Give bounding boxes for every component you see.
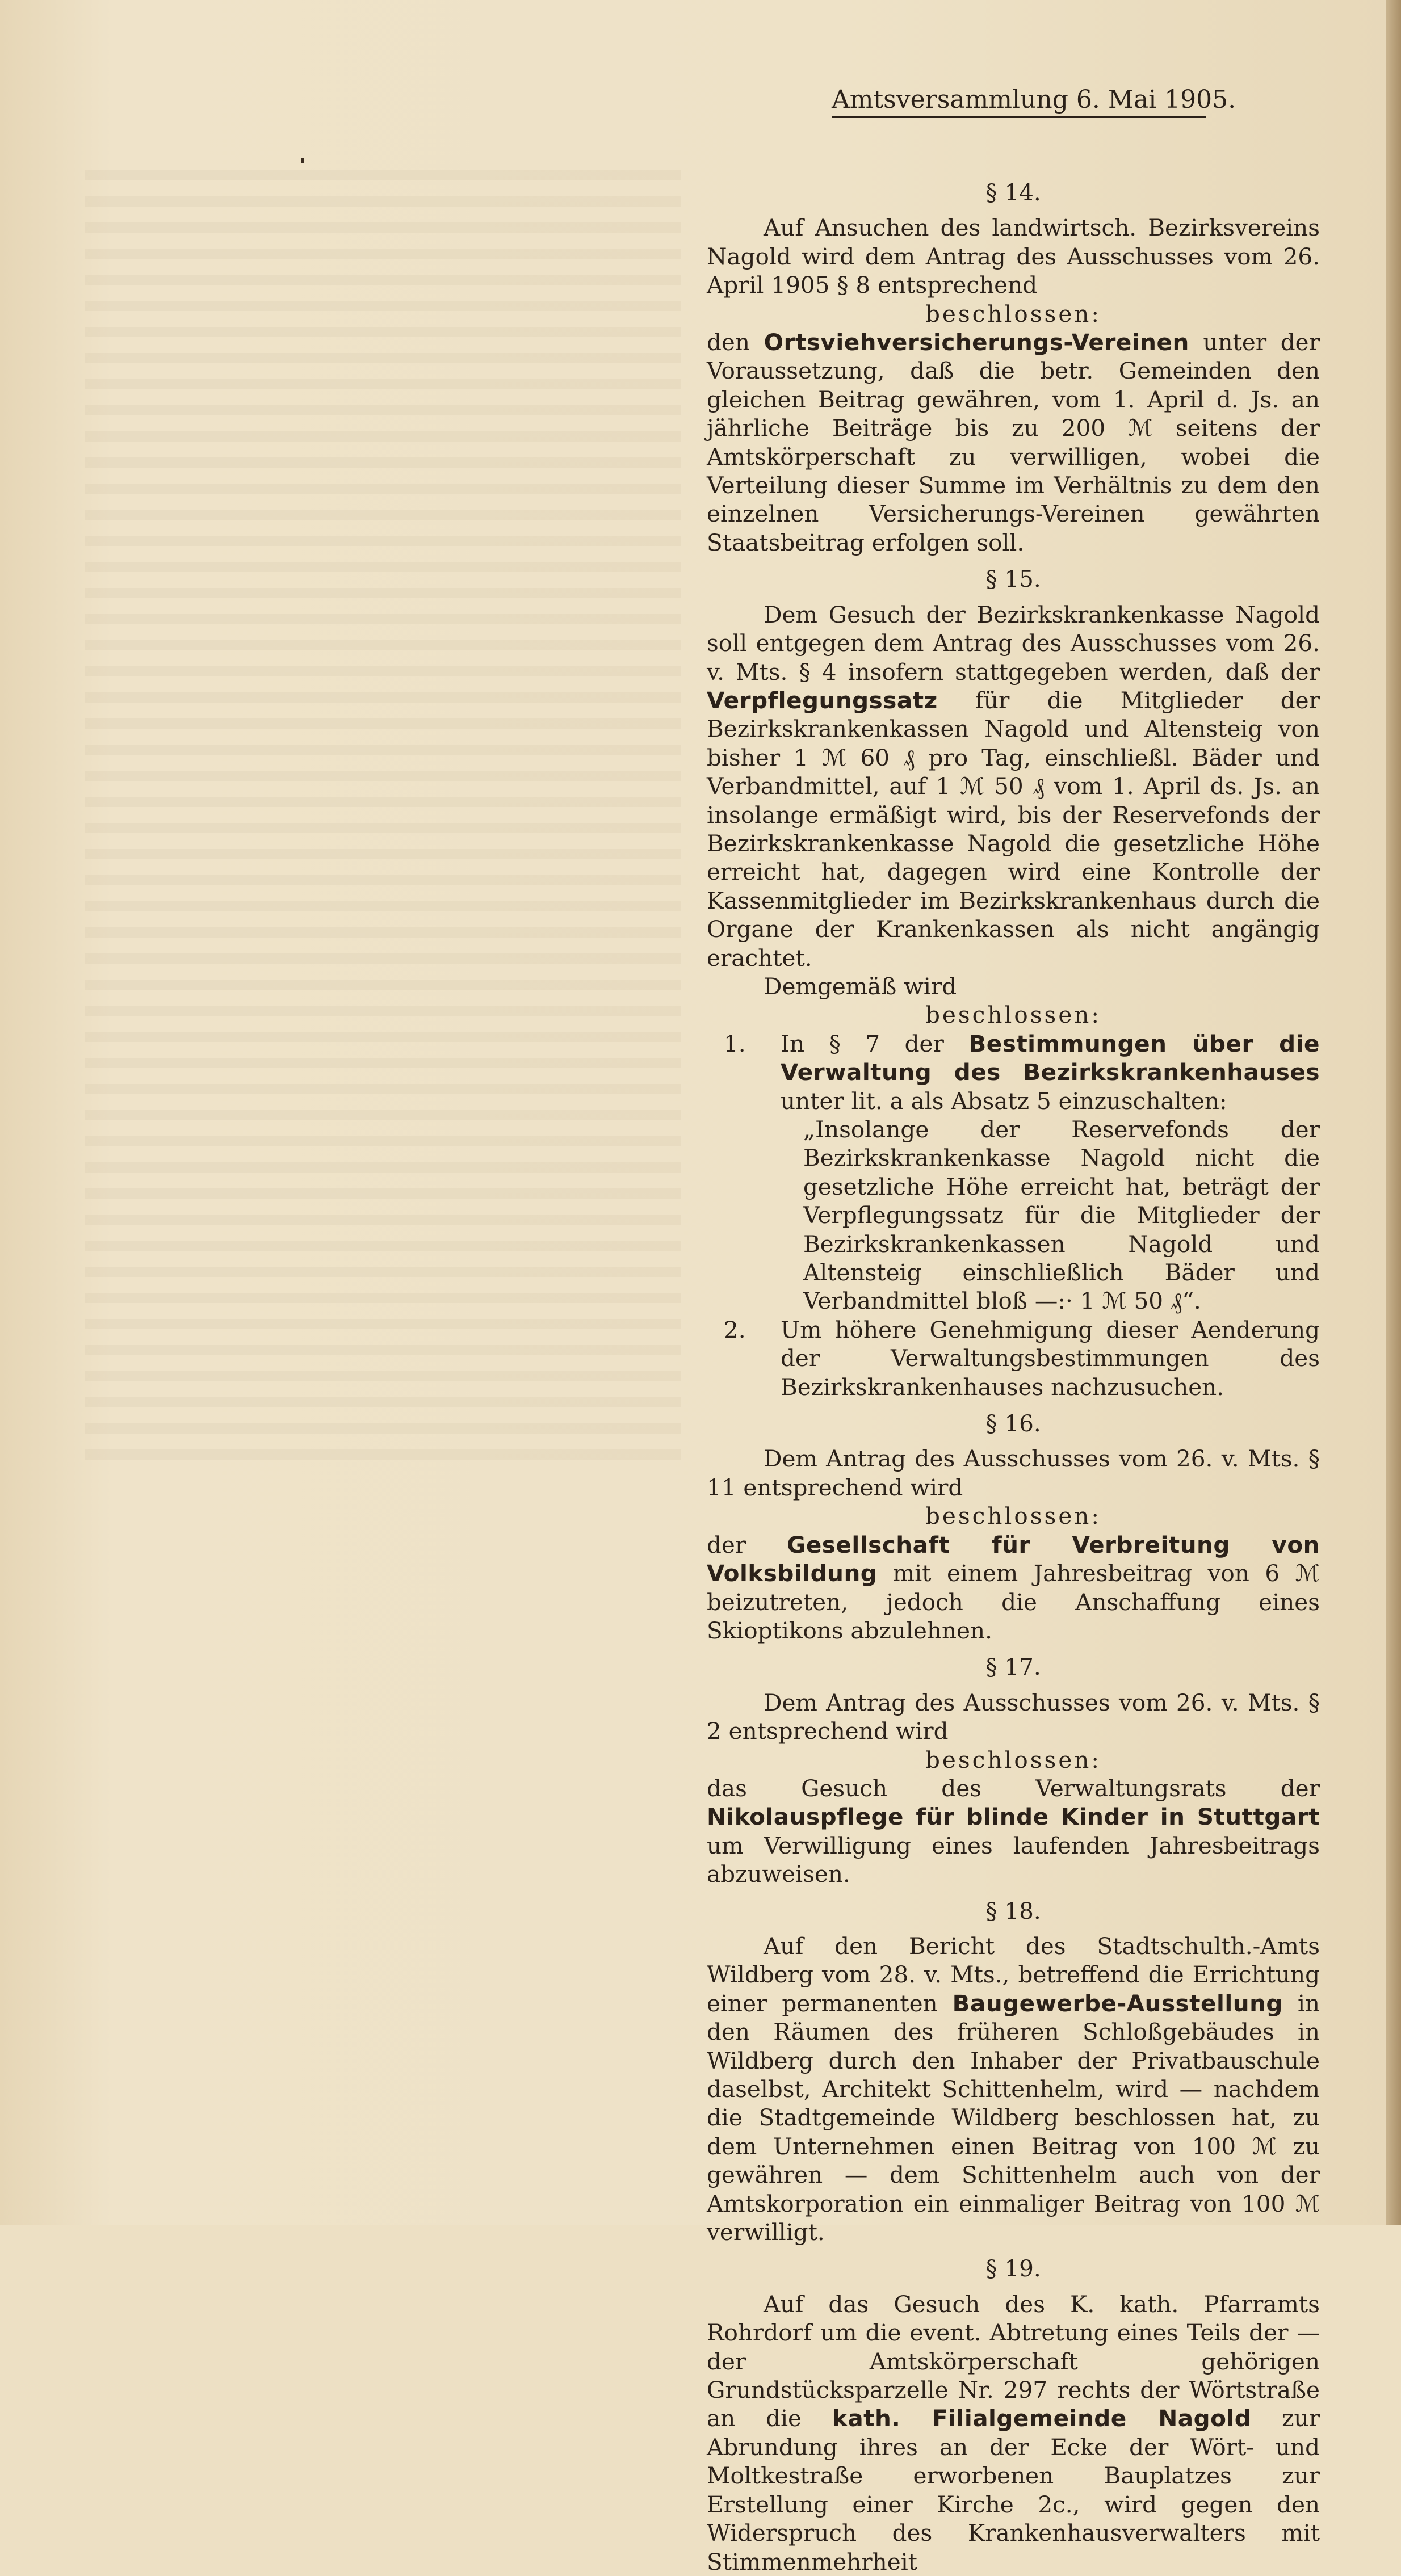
section-15 (707, 565, 1320, 1401)
resolution-label: beschlossen: (925, 300, 1102, 327)
text-run: In § 7 der (781, 1029, 969, 1057)
bold-term: Baugewerbe-Ausstellung (952, 1989, 1283, 2017)
text-run: Dem Gesuch der Bezirkskrankenkasse Nagold soll entgegen dem Antrag des Ausschusses vom 26. v. Mts. § 4 insofern stattgegeben werden, daß der (707, 600, 1320, 686)
text-run: den (707, 329, 764, 356)
item-text (781, 1029, 1320, 1115)
quoted-insertion: „Insolange der Reservefonds der Bezirkskrankenkasse Nagold nicht die gesetzliche Höhe erreicht hat, beträgt der Verpflegungssatz für die Mitglieder der Bezirkskrankenkassen Nagold und Altensteig einschließlich Bäder und Verbandmittel bloß —:· 1 ℳ 50 ₰“. (803, 1116, 1320, 1315)
section-16 (707, 1409, 1320, 1645)
ink-mark (301, 158, 304, 163)
section-intro: Dem Antrag des Ausschusses vom 26. v. Mts. § 2 entsprechend wird (707, 1688, 1320, 1745)
resolution-label: beschlossen: (925, 1746, 1102, 1774)
text-run: Auf den Bericht des Stadtschulth.-Amts Wildberg vom 28. v. Mts., betreffend die Errichtung einer permanenten (707, 1932, 1320, 2017)
section-body (707, 600, 1320, 972)
section-intro: Dem Antrag des Ausschusses vom 26. v. Mts. § 11 entsprechend wird (707, 1445, 1320, 1501)
page-edge (1386, 0, 1401, 2225)
section-18 (707, 1897, 1320, 2247)
resolution-text (707, 328, 1320, 557)
text-run: Auf das Gesuch des K. kath. Pfarramts Rohrdorf um die event. Abtretung eines Teils der — der Amtskörperschaft gehörigen Grundstücksparzelle Nr. 297 rechts der Wörtstraße an die (707, 2290, 1320, 2432)
list-item (707, 1029, 1320, 1316)
text-run: mit einem Jahresbeitrag von 6 ℳ beizutreten, jedoch die Anschaffung eines Skioptikons abzulehnen. (707, 1560, 1320, 1644)
list-item (707, 1316, 1320, 1401)
resolution-label: beschlossen: (925, 1502, 1102, 1530)
text-run: unter lit. a als Absatz 5 einzuschalten: (781, 1087, 1227, 1115)
text-run: für die Mitglieder der Bezirkskrankenkassen Nagold und Altensteig von bisher 1 ℳ 60 ₰ pro Tag, einschließl. Bäder und Verbandmittel, auf 1 ℳ 50 ₰ vom 1. April ds. Js. an insolange ermäßigt wird, bis der Reservefonds der Bezirkskrankenkasse Nagold die gesetzliche Höhe erreicht hat, dagegen wird eine Kontrolle der Kassenmitglieder im Bezirkskrankenhaus durch die Organe der Krankenkassen als nicht angängig erachtet. (707, 686, 1320, 972)
bold-term: Bestimmungen über die Verwaltung des Bezirkskrankenhauses (781, 1029, 1320, 1086)
main-column (707, 170, 1320, 2576)
bold-term: Verpflegungssatz (707, 686, 938, 714)
running-header: Amtsversammlung 6. Mai 1905. (832, 85, 1206, 118)
section-19 (707, 2254, 1320, 2575)
section-heading: § 14. (985, 179, 1041, 206)
text-run: unter der Voraussetzung, daß die betr. Gemeinden den gleichen Beitrag gewähren, vom 1. April d. Js. an jährliche Beiträge bis zu 200 ℳ seitens der Amtskörperschaft zu verwilligen, wobei die Verteilung dieser Summe im Verhältnis zu dem den einzelnen Versicherungs-Vereinen gewährten Staatsbeitrag erfolgen soll. (707, 329, 1320, 556)
section-heading: § 16. (985, 1410, 1041, 1438)
item-number: 2. (724, 1316, 746, 1343)
section-intro: Auf Ansuchen des landwirtsch. Bezirksvereins Nagold wird dem Antrag des Ausschusses vom 26. April 1905 § 8 entsprechend (707, 214, 1320, 299)
text-run: das Gesuch des Verwaltungsrats der (707, 1774, 1320, 1802)
item-text: Um höhere Genehmigung dieser Aenderung der Verwaltungsbestimmungen des Bezirkskrankenhauses nachzusuchen. (781, 1316, 1320, 1401)
bold-term: kath. Filialgemeinde Nagold (832, 2405, 1252, 2432)
section-17 (707, 1653, 1320, 1888)
resolution-label: beschlossen: (925, 1001, 1102, 1029)
accordingly-line: Demgemäß wird (764, 972, 957, 1000)
section-heading: § 17. (985, 1653, 1041, 1681)
bold-term: Ortsviehversicherungs-Vereinen (764, 329, 1189, 356)
bold-term: Gesellschaft für Verbreitung von Volksbildung (707, 1531, 1320, 1587)
section-body (707, 2290, 1320, 2576)
resolution-text (707, 1531, 1320, 1645)
text-run: zur Abrundung ihres an der Ecke der Wört- und Moltkestraße erworbenen Bauplatzes zur Erstellung einer Kirche 2c., wird gegen den Widerspruch des Krankenhausverwalters mit Stimmenmehrheit (707, 2405, 1320, 2575)
section-body (707, 1932, 1320, 2246)
bleed-through-text (85, 170, 681, 1476)
text-run: der (707, 1531, 787, 1558)
text-run: in den Räumen des früheren Schloßgebäudes in Wildberg durch den Inhaber der Privatbauschule daselbst, Architekt Schittenhelm, wird — nachdem die Stadtgemeinde Wildberg beschlossen hat, zu dem Unternehmen einen Beitrag von 100 ℳ zu gewähren — dem Schittenhelm auch von der Amtskorporation ein einmaliger Beitrag von 100 ℳ verwilligt. (707, 1989, 1320, 2246)
resolution-text (707, 1774, 1320, 1889)
section-14 (707, 178, 1320, 557)
section-heading: § 18. (985, 1897, 1041, 1924)
section-heading: § 15. (985, 565, 1041, 593)
item-number: 1. (724, 1029, 746, 1057)
text-run: um Verwilligung eines laufenden Jahresbeitrags abzuweisen. (707, 1831, 1320, 1888)
section-heading: § 19. (985, 2255, 1041, 2283)
bold-term: Nikolauspflege für blinde Kinder in Stuttgart (707, 1803, 1320, 1831)
